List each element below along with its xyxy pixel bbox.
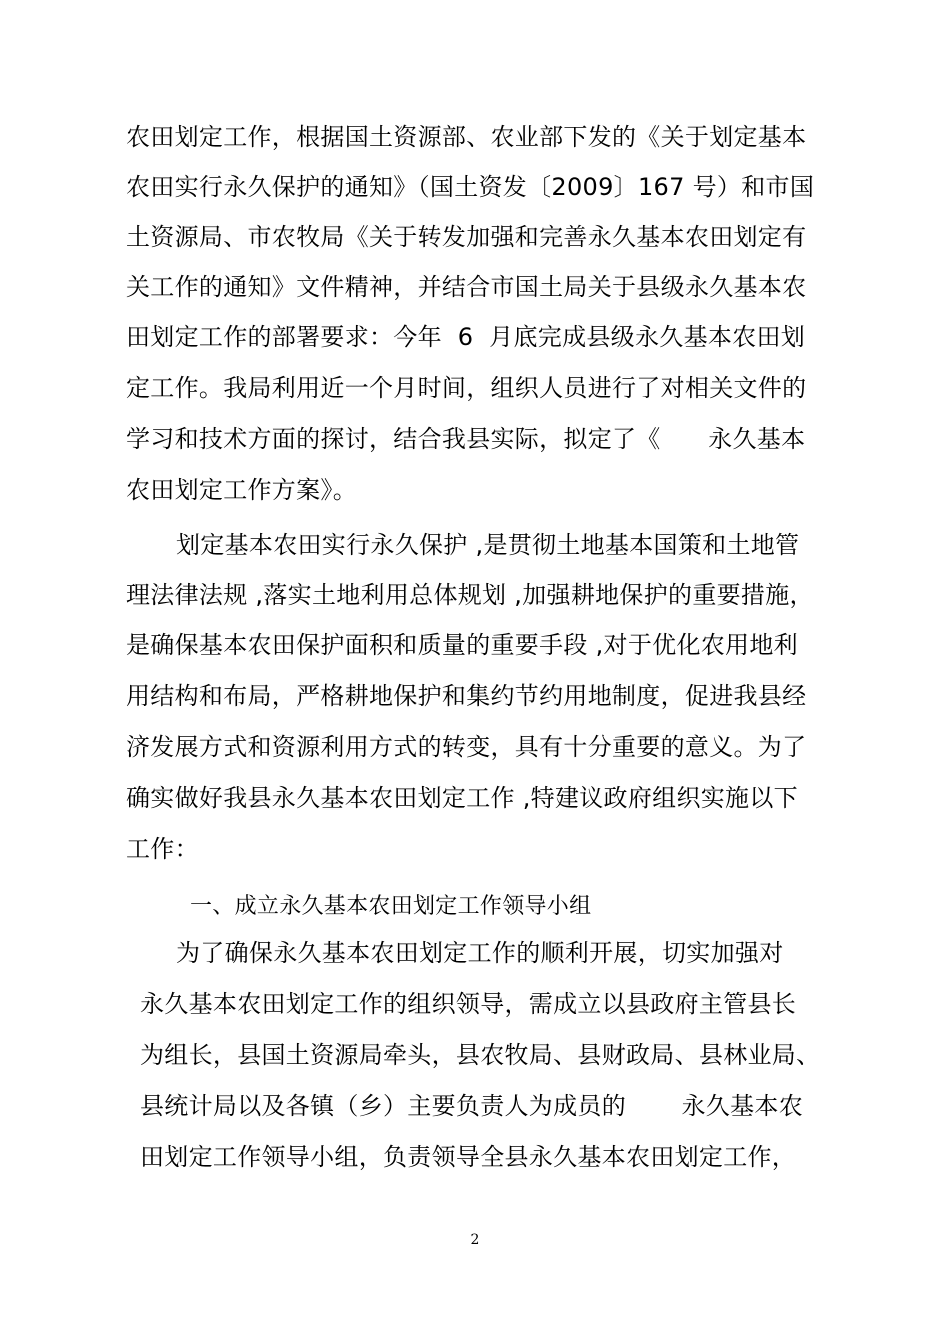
paragraph-2-line-1: 划定基本农田实行永久保护 ,是贯彻土地基本国策和土地管 (176, 531, 800, 559)
paragraph-2-line-5: 济发展方式和资源利用方式的转变，具有十分重要的意义。为了 (126, 733, 807, 761)
paragraph-3-line-3: 为组长，县国土资源局牵头，县农牧局、县财政局、县林业局、 (140, 1041, 821, 1069)
paragraph-1-line-4: 关工作的通知》文件精神，并结合市国土局关于县级永久基本农 (126, 273, 807, 301)
paragraph-1-line-7: 学习和技术方面的探讨，结合我县实际，拟定了《 永久基本 (126, 425, 806, 453)
paragraph-1-line-6: 定工作。我局利用近一个月时间，组织人员进行了对相关文件的 (126, 374, 807, 402)
paragraph-2-line-3: 是确保基本农田保护面积和质量的重要手段 ,对于优化农用地利 (126, 631, 798, 659)
paragraph-3-line-5: 田划定工作领导小组，负责领导全县永久基本农田划定工作， (140, 1143, 797, 1171)
paragraph-1-line-1: 农田划定工作，根据国土资源部、农业部下发的《关于划定基本 (126, 123, 807, 151)
paragraph-2-line-7: 工作： (126, 835, 199, 863)
paragraph-3-line-4: 县统计局以及各镇（乡）主要负责人为成员的 永久基本农 (140, 1092, 804, 1120)
paragraph-1-line-5: 田划定工作的部署要求：今年 6 月底完成县级永久基本农田划 (126, 323, 806, 351)
paragraph-3-line-2: 永久基本农田划定工作的组织领导，需成立以县政府主管县长 (140, 990, 797, 1018)
paragraph-2-line-6: 确实做好我县永久基本农田划定工作 ,特建议政府组织实施以下 (126, 784, 798, 812)
paragraph-1-line-2: 农田实行永久保护的通知》（国土资发〔2009〕167 号）和市国 (126, 173, 815, 201)
paragraph-1-line-8: 农田划定工作方案》。 (126, 476, 357, 504)
section-heading-1: 一、成立永久基本农田划定工作领导小组 (190, 894, 592, 919)
paragraph-1-line-3: 土资源局、市农牧局《关于转发加强和完善永久基本农田划定有 (126, 223, 807, 251)
paragraph-3-line-1: 为了确保永久基本农田划定工作的顺利开展，切实加强对 (176, 939, 784, 967)
paragraph-2-line-4: 用结构和布局，严格耕地保护和集约节约用地制度，促进我县经 (126, 682, 807, 710)
page-number: 2 (470, 1232, 480, 1248)
paragraph-2-line-2: 理法律法规 ,落实土地利用总体规划 ,加强耕地保护的重要措施， (126, 581, 814, 609)
